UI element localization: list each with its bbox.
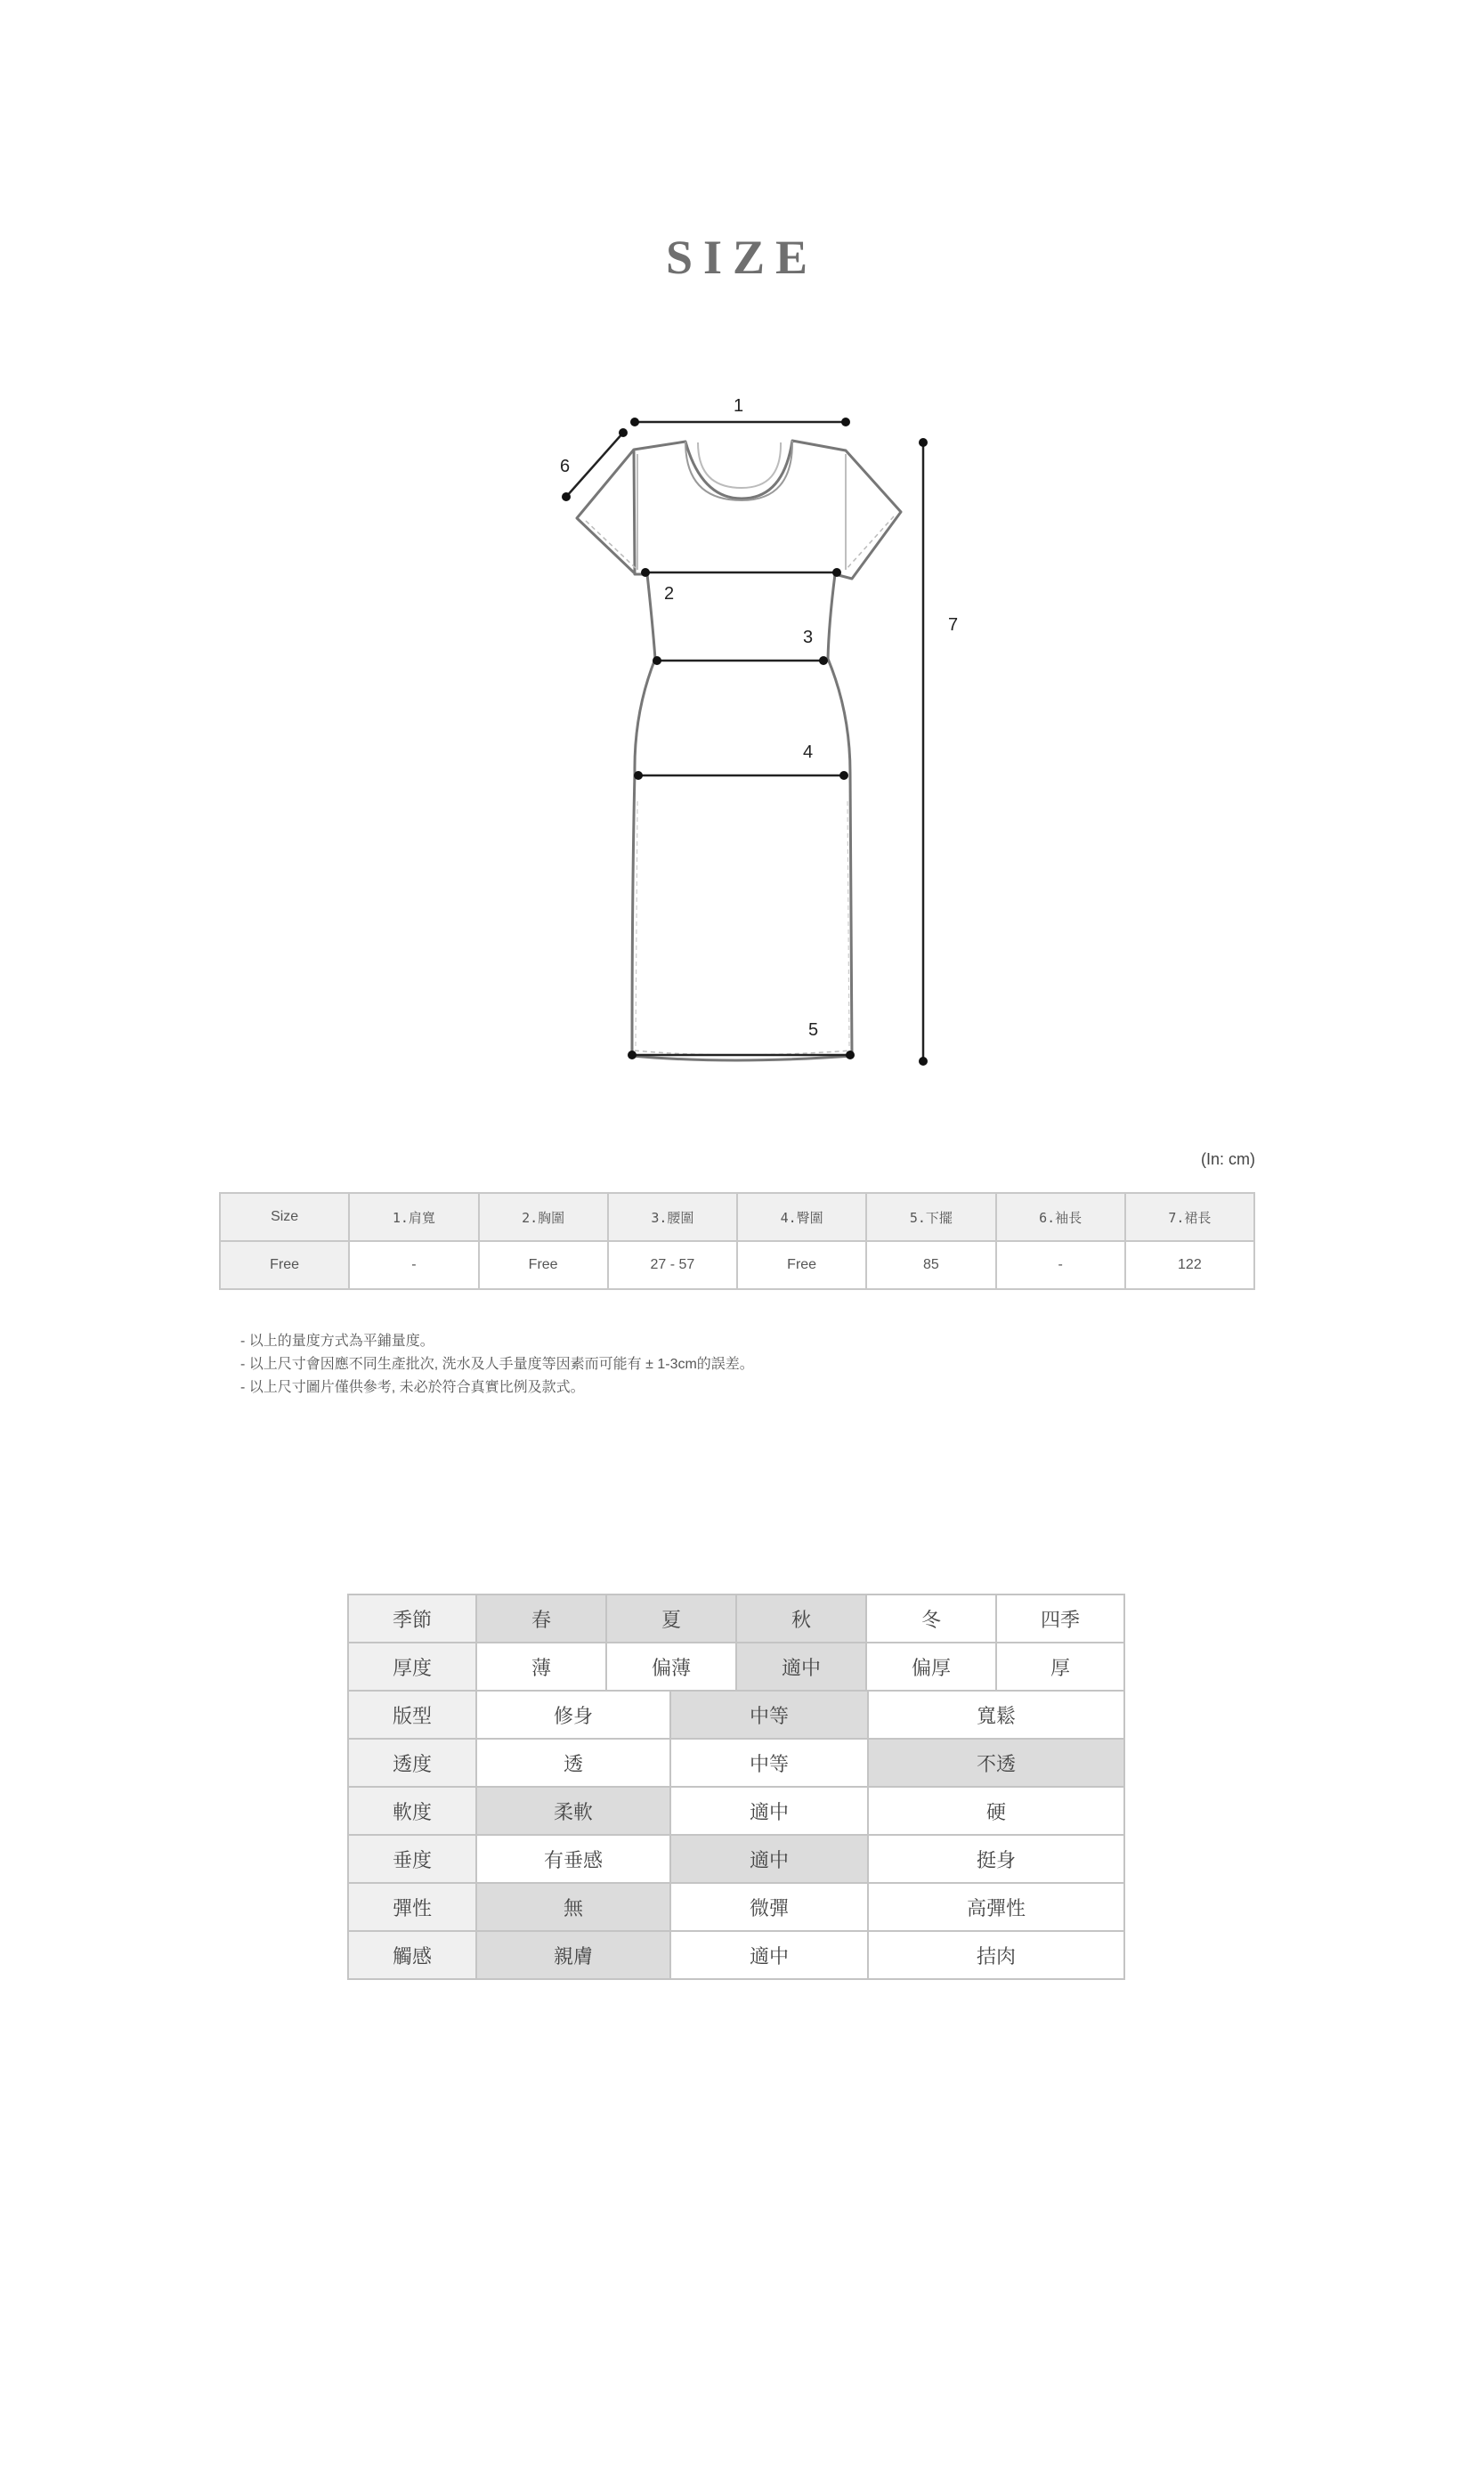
value-cell: 85 (866, 1241, 995, 1289)
fabric-option: 柔軟 (476, 1787, 670, 1835)
label-2: 2 (664, 584, 675, 604)
header-cell: 1.肩寬 (349, 1193, 478, 1241)
measure-dots (562, 418, 928, 1066)
fabric-option: 夏 (606, 1594, 736, 1643)
fabric-option: 適中 (670, 1835, 868, 1883)
fabric-option: 不透 (868, 1739, 1124, 1787)
fabric-option: 春 (476, 1594, 606, 1643)
header-cell: 4.臀圍 (737, 1193, 866, 1241)
page-title: SIZE (665, 231, 819, 284)
fabric-option: 拮肉 (868, 1931, 1124, 1979)
fabric-label: 季節 (348, 1594, 476, 1643)
fabric-row-drape (348, 1835, 1124, 1883)
fabric-option: 偏薄 (606, 1643, 736, 1691)
fabric-option: 適中 (736, 1643, 866, 1691)
fabric-option: 適中 (670, 1931, 868, 1979)
fabric-label: 厚度 (348, 1643, 476, 1691)
size-table-header (220, 1193, 1254, 1241)
fabric-option: 修身 (476, 1691, 670, 1739)
header-cell: Size (220, 1193, 349, 1241)
fabric-row-softness (348, 1787, 1124, 1835)
measure-lines (566, 422, 923, 1061)
fabric-option: 中等 (670, 1691, 868, 1739)
dress-outline (577, 441, 901, 1060)
label-4: 4 (803, 742, 814, 762)
fabric-row-touch (348, 1931, 1124, 1979)
header-cell: 7.裙長 (1125, 1193, 1254, 1241)
size-table-row (220, 1241, 1254, 1289)
fabric-option: 親膚 (476, 1931, 670, 1979)
fabric-option: 透 (476, 1739, 670, 1787)
fabric-label: 軟度 (348, 1787, 476, 1835)
header-cell: 5.下擺 (866, 1193, 995, 1241)
fabric-option: 寬鬆 (868, 1691, 1124, 1739)
fabric-option: 高彈性 (868, 1883, 1124, 1931)
fabric-table (347, 1594, 1125, 1980)
fabric-row-transparency (348, 1739, 1124, 1787)
unit-label: (In: cm) (1201, 1150, 1255, 1168)
label-7: 7 (948, 615, 959, 635)
fabric-option: 微彈 (670, 1883, 868, 1931)
fabric-option: 硬 (868, 1787, 1124, 1835)
value-cell: Free (479, 1241, 608, 1289)
fabric-option: 薄 (476, 1643, 606, 1691)
header-cell: 6.袖長 (996, 1193, 1125, 1241)
fabric-option: 中等 (670, 1739, 868, 1787)
fabric-row-fit (348, 1691, 1124, 1739)
label-1: 1 (734, 396, 744, 416)
note-line: - 以上的量度方式為平鋪量度。 (240, 1334, 434, 1349)
header-cell: 2.胸圍 (479, 1193, 608, 1241)
fabric-option: 有垂感 (476, 1835, 670, 1883)
value-cell: 122 (1125, 1241, 1254, 1289)
fabric-label: 版型 (348, 1691, 476, 1739)
dress-diagram (0, 0, 1484, 1095)
fabric-option: 偏厚 (866, 1643, 996, 1691)
size-cell: Free (220, 1241, 349, 1289)
notes (240, 1330, 754, 1400)
value-cell: - (349, 1241, 478, 1289)
fabric-label: 彈性 (348, 1883, 476, 1931)
value-cell: 27 - 57 (608, 1241, 737, 1289)
fabric-option: 四季 (996, 1594, 1124, 1643)
fabric-label: 垂度 (348, 1835, 476, 1883)
fabric-option: 秋 (736, 1594, 866, 1643)
note-line: - 以上尺寸會因應不同生產批次, 洗水及人手量度等因素而可能有 ± 1-3cm的誤差。 (240, 1357, 754, 1372)
label-6: 6 (560, 457, 571, 476)
fabric-option: 適中 (670, 1787, 868, 1835)
label-3: 3 (803, 628, 814, 647)
note-line: - 以上尺寸圖片僅供參考, 未必於符合真實比例及款式。 (240, 1380, 585, 1395)
fabric-row-season (348, 1594, 1124, 1643)
measure-line-sleeve (566, 433, 623, 497)
fabric-row-elasticity (348, 1883, 1124, 1931)
header-cell: 3.腰圍 (608, 1193, 737, 1241)
fabric-option: 厚 (996, 1643, 1124, 1691)
value-cell: - (996, 1241, 1125, 1289)
fabric-option: 無 (476, 1883, 670, 1931)
fabric-row-thickness (348, 1643, 1124, 1691)
value-cell: Free (737, 1241, 866, 1289)
fabric-label: 透度 (348, 1739, 476, 1787)
label-5: 5 (808, 1020, 819, 1040)
fabric-option: 冬 (866, 1594, 996, 1643)
size-table (219, 1192, 1255, 1290)
fabric-option: 挺身 (868, 1835, 1124, 1883)
fabric-label: 觸感 (348, 1931, 476, 1979)
